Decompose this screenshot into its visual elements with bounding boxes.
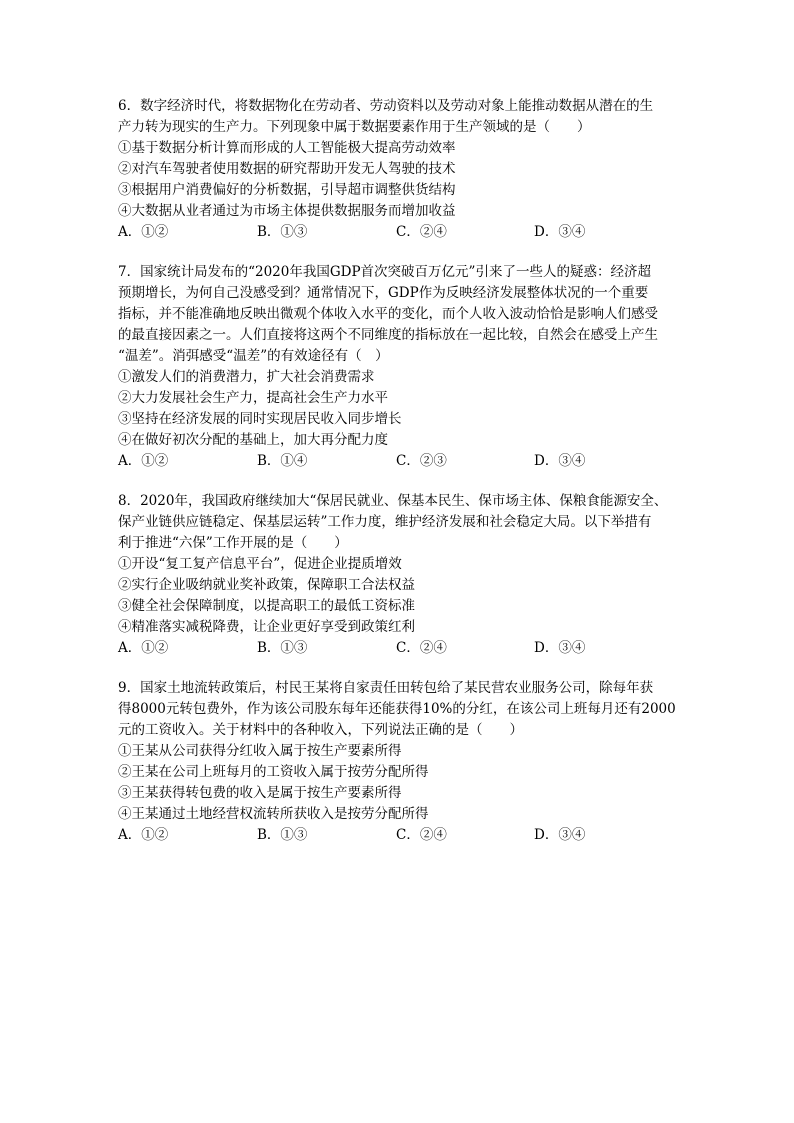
answer-choice-a: A．①② [118,453,169,469]
answer-choice-c: C．②④ [396,827,447,843]
option-statement: ①基于数据分析计算而形成的人工智能极大提高劳动效率 [118,140,456,156]
answer-choice-c: C．②④ [396,640,447,656]
answer-choice-b: B．①③ [257,827,308,843]
question-stem-line: 8．2020年，我国政府继续加大“保居民就业、保基本民生、保市场主体、保粮食能源安全、 [118,493,668,509]
question-stem-line: 产力转为现实的生产力。下列现象中属于数据要素作用于生产领域的是（ ） [118,119,591,135]
question-stem-line: 利于推进“六保”工作开展的是（ ） [118,535,348,551]
option-statement: ②大力发展社会生产力，提高社会生产力水平 [118,390,388,406]
option-statement: ④在做好初次分配的基础上，加大再分配力度 [118,432,388,448]
option-statement: ④大数据从业者通过为市场主体提供数据服务而增加收益 [118,203,456,219]
option-statement: ③健全社会保障制度，以提高职工的最低工资标准 [118,598,415,614]
question-stem-line: 元的工资收入。关于材料中的各种收入，下列说法正确的是（ ） [118,722,523,738]
answer-choice-b: B．①③ [257,640,308,656]
answer-choice-c: C．②③ [396,453,447,469]
answer-choice-b: B．①④ [257,453,308,469]
option-statement: ②王某在公司上班每月的工资收入属于按劳分配所得 [118,764,429,780]
option-statement: ①王某从公司获得分红收入属于按生产要素所得 [118,743,402,759]
option-statement: ③王某获得转包费的收入是属于按生产要素所得 [118,785,402,801]
option-statement: ④精准落实减税降费，让企业更好享受到政策红利 [118,619,415,635]
answer-choice-a: A．①② [118,640,169,656]
option-statement: ③坚持在经济发展的同时实现居民收入同步增长 [118,411,402,427]
option-statement: ②对汽车驾驶者使用数据的研究帮助开发无人驾驶的技术 [118,161,456,177]
answer-choice-d: D．③④ [534,453,586,469]
question-stem-line: 预期增长，为何自己没感受到？通常情况下，GDP作为反映经济发展整体状况的一个重要 [118,285,649,301]
answer-choice-a: A．①② [118,827,169,843]
option-statement: ④王某通过土地经营权流转所获收入是按劳分配所得 [118,806,429,822]
answer-choice-b: B．①③ [257,224,308,240]
question-8 [118,491,683,659]
question-stem-line: 7．国家统计局发布的“2020年我国GDP首次突破百万亿元”引来了一些人的疑惑：经济超 [118,264,651,280]
answer-choices [118,451,683,472]
answer-choices [118,638,683,659]
option-statement: ①激发人们的消费潜力，扩大社会消费需求 [118,369,375,385]
option-statement: ①开设“复工复产信息平台”，促进企业提质增效 [118,556,402,572]
answer-choice-d: D．③④ [534,224,586,240]
question-stem-line: 保产业链供应链稳定、保基层运转”工作力度，维护经济发展和社会稳定大局。以下举措有 [118,514,652,530]
question-6 [118,96,683,243]
question-stem-line: 的最直接因素之一。人们直接将这两个不同维度的指标放在一起比较，自然会在感受上产生 [118,327,658,343]
option-statement: ③根据用户消费偏好的分析数据，引导超市调整供货结构 [118,182,456,198]
question-7 [118,262,683,472]
answer-choice-c: C．②④ [396,224,447,240]
answer-choice-a: A．①② [118,224,169,240]
question-9 [118,678,683,846]
question-stem-line: 指标，并不能准确地反映出微观个体收入水平的变化，而个人收入波动恰恰是影响人们感受 [118,306,658,322]
answer-choice-d: D．③④ [534,640,586,656]
question-stem-line: 6．数字经济时代，将数据物化在劳动者、劳动资料以及劳动对象上能推动数据从潜在的生 [118,98,654,114]
answer-choices [118,222,683,243]
answer-choice-d: D．③④ [534,827,586,843]
question-stem-line: 9．国家土地流转政策后，村民王某将自家责任田转包给了某民营农业服务公司，除每年获 [118,680,654,696]
question-stem-line: 得8000元转包费外，作为该公司股东每年还能获得10%的分红，在该公司上班每月还有2000 [118,701,676,717]
option-statement: ②实行企业吸纳就业奖补政策，保障职工合法权益 [118,577,415,593]
answer-choices [118,825,683,846]
question-stem-line: “温差”。消弭感受“温差”的有效途径有（ ） [118,348,389,364]
